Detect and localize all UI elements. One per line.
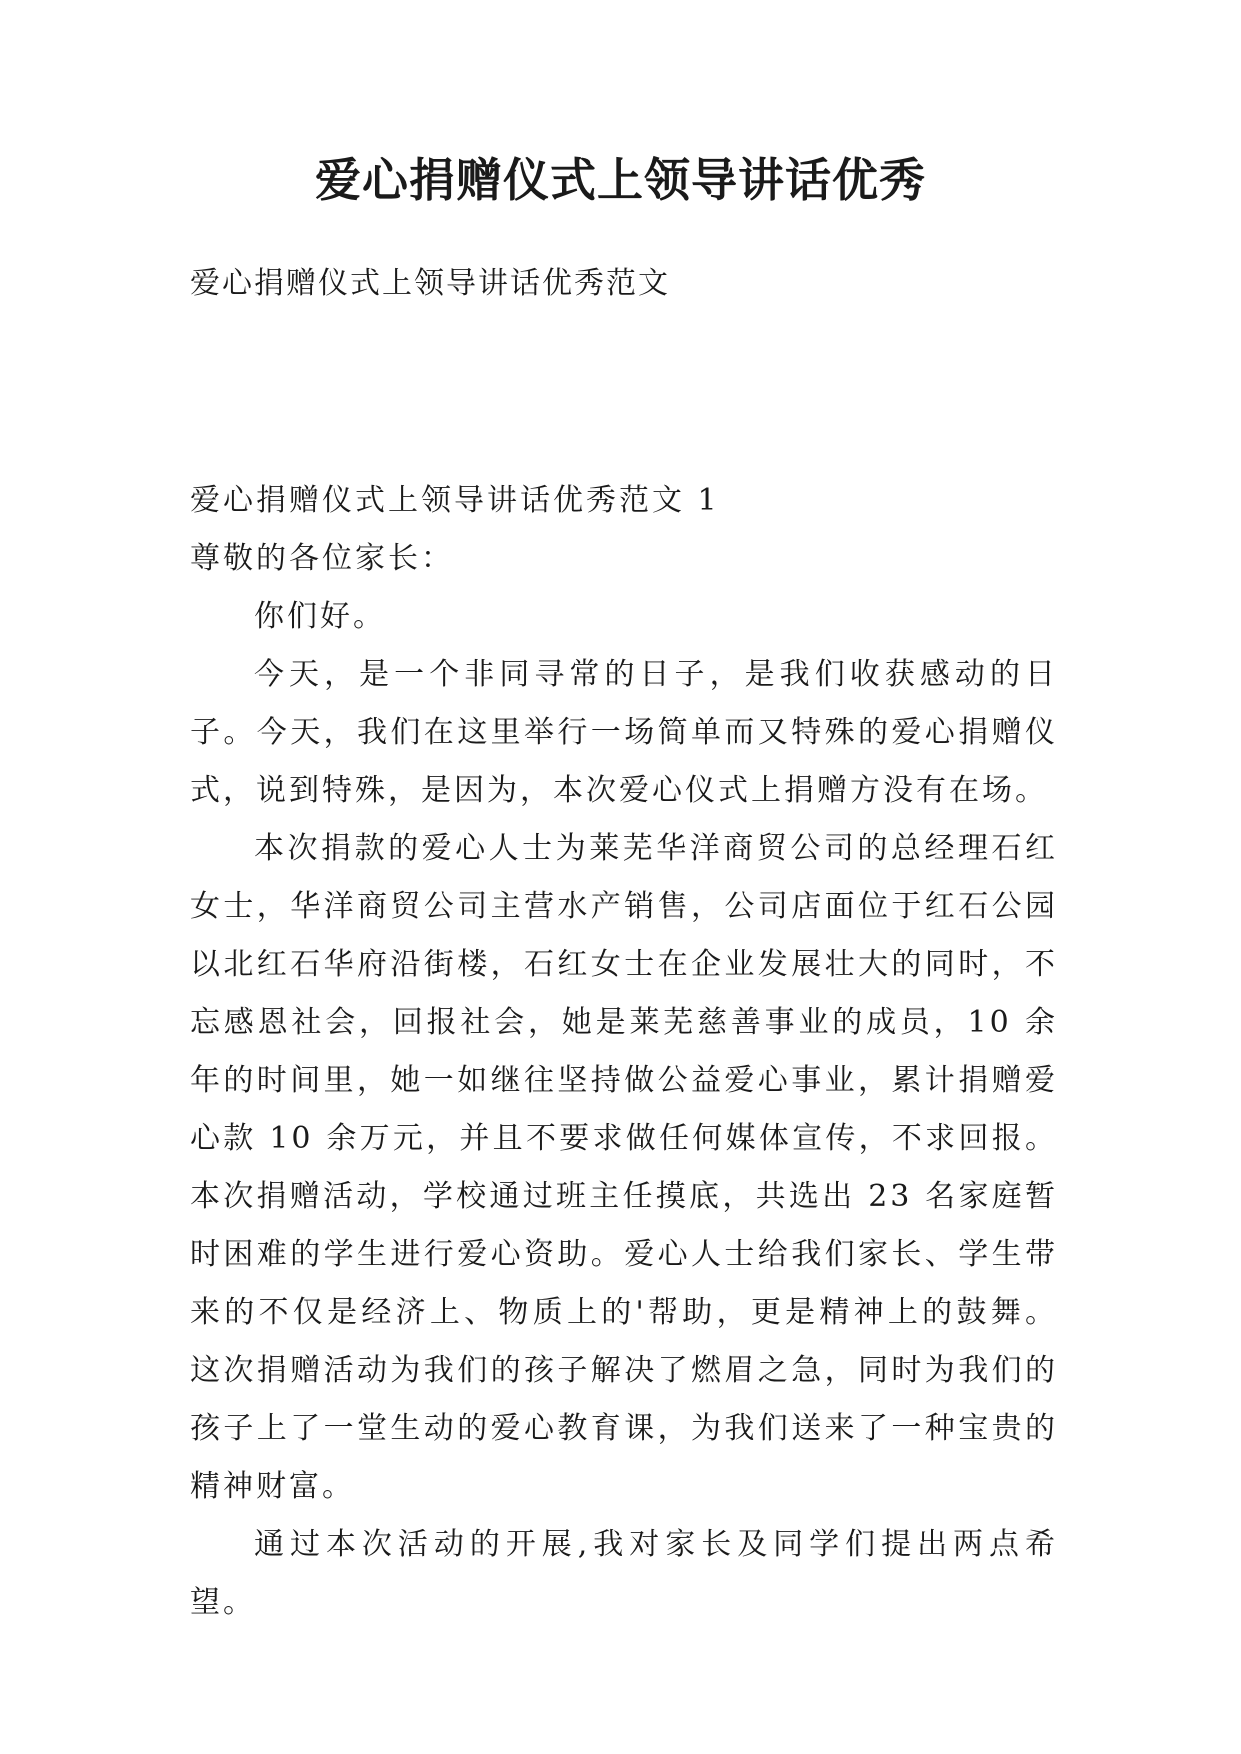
section-heading: 爱心捐赠仪式上领导讲话优秀范文 1 (190, 483, 720, 518)
paragraph-donor: 本次捐款的爱心人士为莱芜华洋商贸公司的总经理石红女士，华洋商贸公司主营水产销售，公司店面位于红石公园以北红石华府沿街楼，石红女士在企业发展壮大的同时，不忘感恩社会，回报社会，她是莱芜慈善事业的成员，10 余年的时间里，她一如继往坚持做公益爱心事业，累计捐赠爱心款 10 余万元，并且不要求做任何媒体宣传，不求回报。本次捐赠活动，学校通过班主任摸底，共选出 23 名家庭暂时困难的学生进行爱心资助。爱心人士给我们家长、学生带来的不仅是经济上、物质上的'帮助，更是精神上的鼓舞。这次捐赠活动为我们的孩子解决了燃眉之急，同时为我们的孩子上了一堂生动的爱心教育课，为我们送来了一种宝贵的精神财富。 (190, 831, 1058, 1504)
document-title: 爱心捐赠仪式上领导讲话优秀 (315, 153, 926, 207)
salutation: 尊敬的各位家长： (190, 541, 454, 576)
paragraph-hopes: 通过本次活动的开展,我对家长及同学们提出两点希望。 (190, 1527, 1058, 1620)
document-body (190, 472, 1058, 1632)
document-subtitle: 爱心捐赠仪式上领导讲话优秀范文 (190, 266, 670, 301)
paragraph-greeting: 你们好。 (254, 599, 386, 634)
paragraph-intro: 今天，是一个非同寻常的日子，是我们收获感动的日子。今天，我们在这里举行一场简单而又特殊的爱心捐赠仪式，说到特殊，是因为，本次爱心仪式上捐赠方没有在场。 (190, 657, 1058, 808)
